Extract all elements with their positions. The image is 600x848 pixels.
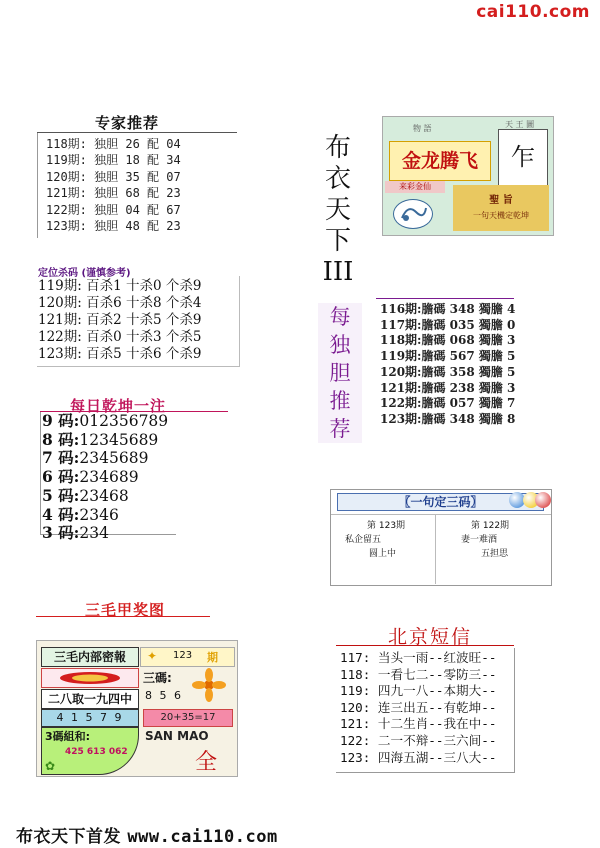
- leaf-ornament-icon: ✿: [45, 759, 56, 773]
- dudan-vertical-title: [318, 303, 362, 443]
- dudan-char: 胆: [329, 361, 351, 385]
- sms-row: 118: 一看七二--零防三--: [340, 666, 497, 682]
- dudan-row: 117期:膽碼 035 獨膽 0: [380, 317, 516, 332]
- daily-row-value: 234: [79, 524, 109, 543]
- sanmao-digits: 4 1 5 7 9: [41, 709, 139, 727]
- expert-row: 122期: 独胆 04 配 67: [46, 202, 181, 217]
- sms-row: 122: 二一不辩--三六间--: [340, 732, 497, 748]
- daily-list: [42, 412, 168, 543]
- daily-row-key: 7 码:: [42, 448, 80, 468]
- kill-list: [38, 278, 201, 363]
- daily-row-value: 234689: [79, 468, 139, 487]
- dudan-divider: [376, 298, 514, 299]
- dudan-row: 123期:膽碼 348 獨膽 8: [380, 411, 516, 426]
- sanmao-underline: [36, 616, 210, 617]
- yiju-col2-line2: 五担思: [481, 549, 509, 559]
- dudan-char: 荐: [329, 417, 351, 441]
- daily-row: [42, 449, 168, 468]
- sms-row: 121: 十二生肖--我在中--: [340, 716, 497, 732]
- dudan-row: 116期:膽碼 348 獨膽 4: [380, 302, 516, 316]
- kill-row: 123期: 百杀5 十杀6 个杀9: [38, 346, 202, 362]
- sanmao-card: [36, 640, 238, 777]
- daily-row-value: 23468: [79, 486, 129, 505]
- banner-scroll: 乍: [498, 129, 548, 186]
- dragon-logo-icon: [393, 199, 433, 229]
- kill-row: 119期: 百杀1 十杀0 个杀9: [38, 278, 202, 294]
- sanmao-brand: SAN MAO: [145, 729, 209, 743]
- sms-row: 120: 连三出五--有乾坤--: [340, 699, 497, 715]
- banner-title: 金龙腾飞: [389, 141, 491, 181]
- daily-row-value: 012356789: [79, 412, 169, 430]
- expert-row: 119期: 独胆 18 配 34: [46, 153, 181, 168]
- daily-title: 每日乾坤一注: [70, 397, 167, 415]
- banner-strip: 来彩金仙: [385, 181, 445, 193]
- expert-row: 118期: 独胆 26 配 04: [46, 137, 181, 151]
- expert-list: [46, 136, 181, 234]
- banner-gold-title: 聖 旨: [489, 195, 513, 206]
- ribbon-ornament-icon: [42, 669, 138, 687]
- buyi-banner: [382, 116, 554, 236]
- daily-row-key: 8 码:: [42, 429, 80, 449]
- daily-row: [42, 468, 168, 487]
- banner-tag-left: 物 語: [413, 124, 432, 133]
- banner-gold-sub: 一句天機定乾坤: [473, 211, 529, 220]
- expert-row: 120期: 独胆 35 配 07: [46, 169, 181, 184]
- dudan-row: 121期:膽碼 238 獨膽 3: [380, 380, 516, 395]
- dudan-row: 119期:膽碼 567 獨膽 5: [380, 349, 516, 364]
- dudan-char: 每: [329, 305, 351, 329]
- banner-tag-right: 天 王 圖: [505, 120, 535, 129]
- sanmao-period: 123: [173, 650, 193, 661]
- footer: [16, 822, 278, 847]
- yiju-col1-line2: 圆上中: [369, 549, 397, 559]
- daily-row-value: 2346: [79, 505, 119, 524]
- sms-list: [340, 650, 496, 766]
- sanmao-three-nums: 8 5 6: [145, 689, 183, 702]
- sanmao-title: 三毛甲奖图: [85, 601, 166, 619]
- sms-row: 123: 四海五湖--三八大--: [340, 749, 497, 765]
- sanmao-combo-nums: 425 613 062: [65, 747, 128, 757]
- sanmao-qi: 期: [207, 651, 218, 664]
- yiju-col2-period: 第 122期: [471, 521, 510, 531]
- yiju-col1-line1: 私企留五: [345, 535, 382, 545]
- daily-row: [42, 487, 168, 506]
- daily-row-key: 9 码:: [42, 411, 80, 430]
- sms-row: 117: 当头一雨--红波旺--: [340, 650, 497, 665]
- expert-row: 121期: 独胆 68 配 23: [46, 186, 181, 201]
- watermark-logo: cai110.com: [476, 2, 590, 22]
- yiju-title: 〖一句定三码〗: [337, 493, 544, 511]
- sanmao-three-label: 三碼:: [143, 671, 172, 685]
- ball-red-icon: [535, 492, 551, 508]
- footer-url[interactable]: www.cai110.com: [127, 827, 278, 847]
- daily-row-key: 4 码:: [42, 504, 80, 524]
- sanmao-formula: 20+35=17: [143, 709, 233, 727]
- sanmao-sub: 二八取一九四中: [41, 689, 139, 709]
- flower-icon-svg: [187, 667, 231, 705]
- dragon-logo-svg: [394, 200, 432, 228]
- daily-row-value: 12345689: [79, 430, 159, 449]
- kill-row: 120期: 百杀6 十杀8 个杀4: [38, 295, 202, 311]
- yiju-col2-line1: 妻一难酒: [461, 535, 498, 545]
- sanmao-prize-icon: ✦: [147, 649, 158, 663]
- sanmao-combo-label: 3碼組和:: [45, 730, 91, 743]
- flower-icon: [187, 667, 231, 705]
- dudan-char: 独: [329, 333, 351, 357]
- sanmao-header: 三毛内部密報: [41, 647, 139, 667]
- daily-row-value: 2345689: [79, 449, 149, 468]
- buyi-char: 布: [324, 133, 351, 163]
- kill-subtitle: 定位杀码 (谨慎参考): [38, 268, 131, 279]
- daily-row: [42, 431, 168, 450]
- buyi-char: 衣: [324, 164, 351, 194]
- yiju-divider: [331, 514, 551, 515]
- sanmao-ribbon: [41, 668, 139, 688]
- dudan-char: 推: [329, 389, 351, 413]
- dudan-row: 122期:膽碼 057 獨膽 7: [380, 396, 516, 411]
- daily-row-key: 3 码:: [42, 523, 80, 543]
- daily-row: [42, 412, 168, 431]
- buyi-char: 下: [324, 226, 351, 256]
- dudan-row: 120期:膽碼 358 獨膽 5: [380, 364, 516, 379]
- dudan-list: [380, 302, 515, 428]
- daily-row-key: 6 码:: [42, 467, 80, 487]
- yiju-col1-period: 第 123期: [367, 521, 406, 531]
- daily-row: [42, 506, 168, 525]
- kill-row: 121期: 百杀2 十杀5 个杀9: [38, 312, 202, 328]
- dudan-row: 118期:膽碼 068 獨膽 3: [380, 333, 516, 348]
- kill-row: 122期: 百杀0 十杀3 个杀5: [38, 329, 202, 345]
- sms-underline: [336, 645, 514, 646]
- daily-row: [42, 524, 168, 543]
- yiju-col-divider: [435, 514, 436, 584]
- sms-row: 119: 四九一八--本期大--: [340, 683, 497, 699]
- footer-text: 布衣天下首发: [16, 827, 128, 847]
- yiju-card: [330, 489, 552, 586]
- expert-title: 专家推荐: [95, 114, 160, 132]
- sms-title: 北京短信: [388, 626, 473, 648]
- buyi-vertical-title: [322, 133, 354, 288]
- banner-gold: [453, 185, 549, 231]
- expert-row: 123期: 独胆 48 配 23: [46, 219, 181, 234]
- sanmao-big-char: 全: [195, 750, 218, 775]
- buyi-char: 天: [324, 195, 351, 225]
- buyi-char: III: [322, 257, 354, 287]
- daily-row-key: 5 码:: [42, 485, 80, 505]
